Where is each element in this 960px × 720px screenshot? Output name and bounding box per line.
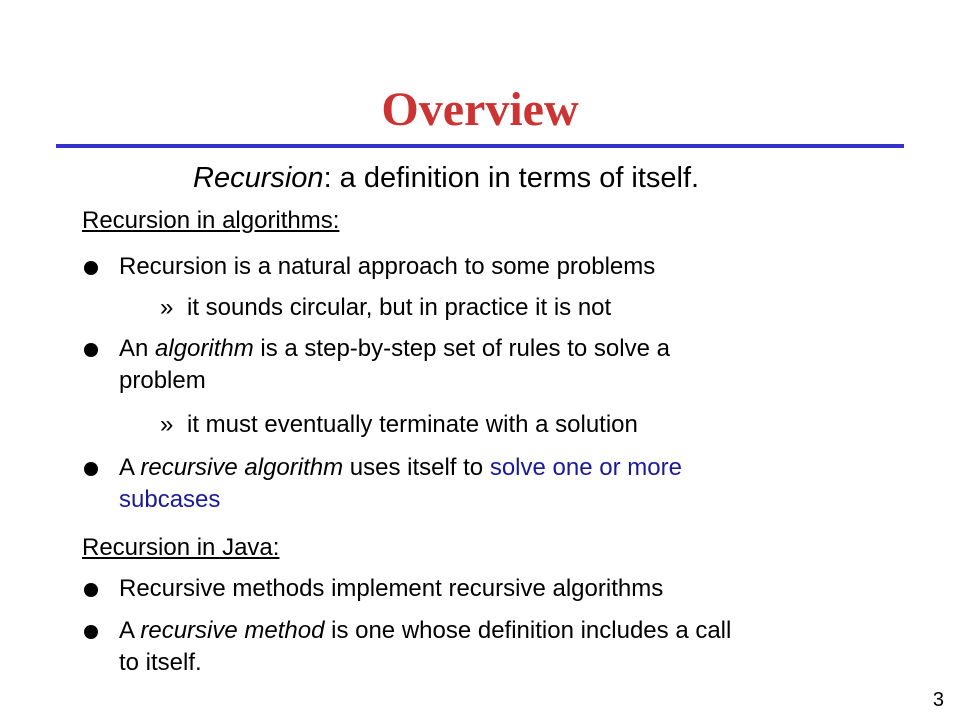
bullet-text: [119, 453, 682, 482]
subtitle-term: Recursion: [193, 162, 324, 194]
section-heading-java: Recursion in Java:: [82, 534, 280, 561]
sub-bullet-text: it must eventually terminate with a solution: [187, 411, 638, 438]
bullet-text: [119, 334, 670, 363]
text-part: A: [119, 454, 141, 481]
subtitle-rest: : a definition in terms of itself.: [323, 162, 700, 194]
text-part: A: [119, 617, 141, 644]
bullet-text: Recursive methods implement recursive algorithms: [119, 575, 664, 602]
text-part: uses itself to: [343, 454, 490, 481]
bullet-continuation: problem: [119, 367, 206, 394]
section-heading-algorithms: Recursion in algorithms:: [82, 207, 340, 234]
bullet-dot-icon: [84, 343, 98, 357]
slide-subtitle: [193, 158, 699, 198]
italic-term: algorithm: [155, 335, 254, 362]
bullet-continuation: to itself.: [119, 649, 202, 676]
bullet-dot-icon: [84, 583, 98, 597]
page-number: 3: [932, 689, 944, 711]
text-part: is one whose definition includes a call: [324, 617, 732, 644]
text-part: An: [119, 335, 156, 362]
italic-term: recursive algorithm: [140, 454, 344, 481]
highlighted-text: solve one or more: [489, 454, 682, 481]
slide-title: Overview: [381, 83, 579, 136]
bullet-text: [119, 616, 731, 645]
text-part: is a step-by-step set of rules to solve a: [253, 335, 670, 362]
chevron-right-icon: »: [160, 294, 174, 321]
italic-term: recursive method: [140, 617, 325, 644]
bullet-text: Recursion is a natural approach to some problems: [119, 253, 656, 280]
bullet-dot-icon: [84, 261, 98, 275]
sub-bullet-text: it sounds circular, but in practice it is not: [187, 294, 612, 321]
chevron-right-icon: »: [160, 411, 174, 438]
bullet-dot-icon: [84, 462, 98, 476]
bullet-dot-icon: [84, 625, 98, 639]
bullet-continuation-highlighted: subcases: [119, 486, 221, 513]
title-underline-rule: [56, 144, 904, 148]
